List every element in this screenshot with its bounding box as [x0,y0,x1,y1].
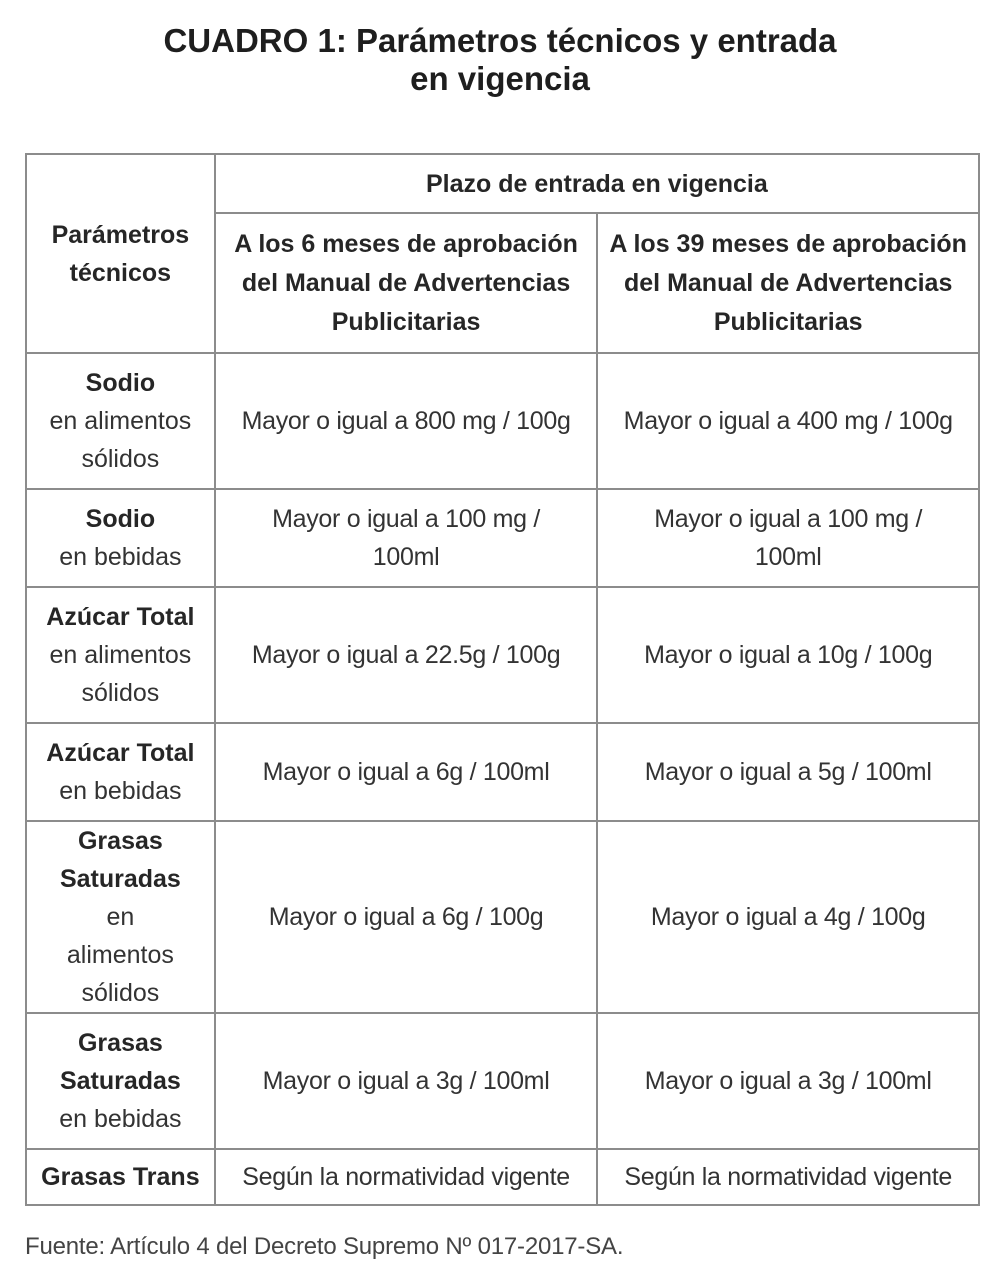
document-title [0,22,1000,98]
table-row [26,723,979,821]
table-row [26,1013,979,1149]
source-note: Fuente: Artículo 4 del Decreto Supremo Nº 017-2017-SA. [25,1233,624,1260]
table-row [26,587,979,723]
param-name: Sodio [85,505,156,533]
table-row [26,353,979,489]
value-period-b: Mayor o igual a 10g / 100g [597,587,979,723]
value-period-b: Según la normatividad vigente [597,1149,979,1205]
parameters-table [25,153,980,1206]
header-period-39-meses: A los 39 meses de aprobación del Manual de Advertencias Publicitarias [597,213,979,353]
param-qualifier: en bebidas [59,777,182,805]
param-cell [26,587,215,723]
value-period-a: Según la normatividad vigente [215,1149,598,1205]
table-row [26,821,979,1013]
param-cell [26,723,215,821]
param-cell [26,1149,215,1205]
param-name: Grasas Saturadas [59,1029,181,1095]
header-period-6-meses: A los 6 meses de aprobación del Manual de Advertencias Publicitarias [215,213,598,353]
param-qualifier: en bebidas [59,1105,182,1133]
param-cell [26,353,215,489]
value-period-a: Mayor o igual a 6g / 100g [215,821,598,1013]
value-period-b: Mayor o igual a 400 mg / 100g [597,353,979,489]
param-cell [26,489,215,587]
param-name: Azúcar Total [46,603,195,631]
param-cell [26,821,215,1013]
param-qualifier: en alimentos sólidos [49,641,192,707]
param-name: Sodio [85,369,156,397]
value-period-a: Mayor o igual a 3g / 100ml [215,1013,598,1149]
param-cell [26,1013,215,1149]
value-period-b: Mayor o igual a 100 mg / 100ml [597,489,979,587]
value-period-b: Mayor o igual a 4g / 100g [597,821,979,1013]
param-name: Grasas Trans [41,1163,200,1191]
value-period-b: Mayor o igual a 5g / 100ml [597,723,979,821]
value-period-a: Mayor o igual a 800 mg / 100g [215,353,598,489]
header-plazo-entrada-vigencia: Plazo de entrada en vigencia [215,154,979,213]
param-qualifier: en alimentos sólidos [66,903,174,1007]
param-qualifier: en bebidas [59,543,182,571]
param-name: Grasas Saturadas [59,827,181,893]
title-line-2: en vigencia [410,60,590,97]
param-qualifier: en alimentos sólidos [49,407,192,473]
value-period-a: Mayor o igual a 100 mg / 100ml [215,489,598,587]
param-name: Azúcar Total [46,739,195,767]
title-line-1: CUADRO 1: Parámetros técnicos y entrada [163,22,837,59]
header-parametros-tecnicos: Parámetros técnicos [26,154,215,353]
value-period-a: Mayor o igual a 6g / 100ml [215,723,598,821]
table-row [26,489,979,587]
value-period-b: Mayor o igual a 3g / 100ml [597,1013,979,1149]
table-header-row-group [26,154,979,213]
table-row [26,1149,979,1205]
value-period-a: Mayor o igual a 22.5g / 100g [215,587,598,723]
